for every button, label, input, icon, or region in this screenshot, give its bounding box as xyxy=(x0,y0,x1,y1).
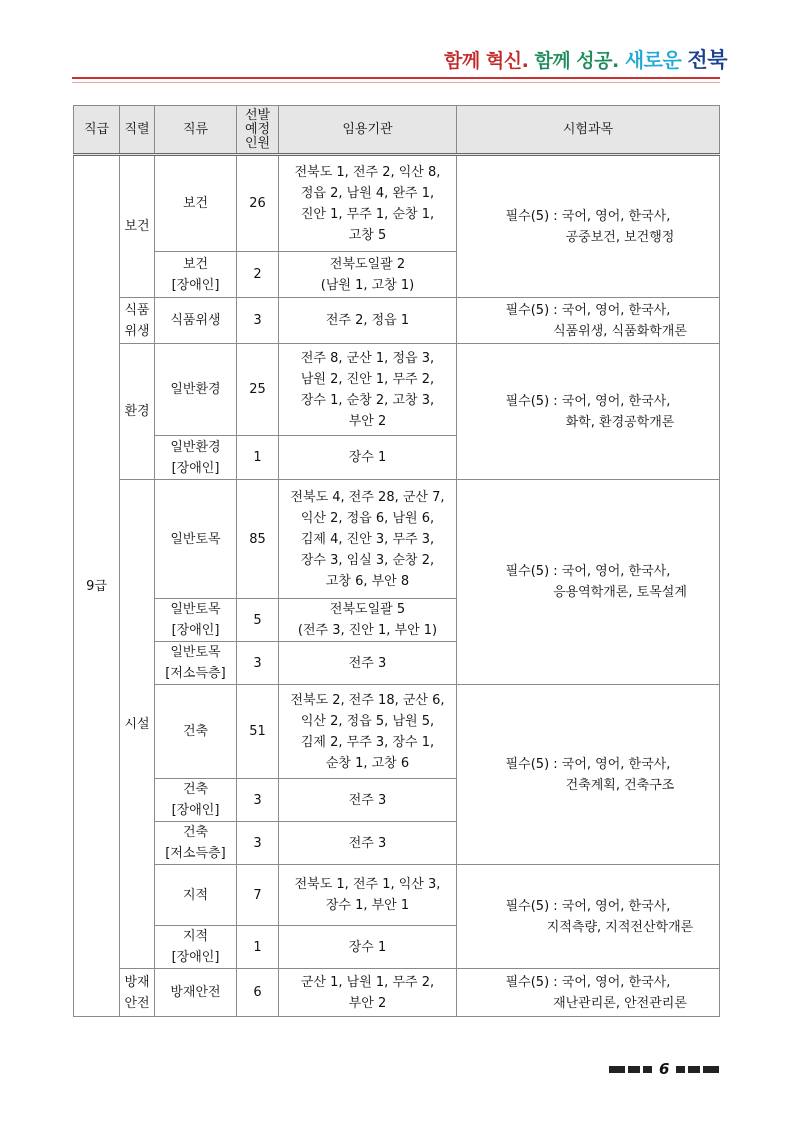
grade-cell: 9급 xyxy=(74,155,120,1017)
subject-prefix: 필수(5) : xyxy=(505,302,562,318)
type-cell: 건축 xyxy=(155,685,237,779)
subject-prefix: 필수(5) : xyxy=(505,208,562,224)
slogan-part: . xyxy=(521,50,535,72)
type-cell: 건축 [장애인] xyxy=(155,779,237,822)
subject-line1: 국어, 영어, 한국사, xyxy=(561,564,671,579)
subject-line2: 공중보건, 보건행정 xyxy=(565,229,675,245)
header-rule-thin xyxy=(72,82,720,83)
header-type: 직류 xyxy=(155,106,237,155)
table-row xyxy=(74,865,720,926)
subject-line1: 국어, 영어, 한국사, xyxy=(561,208,671,224)
org-cell: 장수 1 xyxy=(279,926,457,969)
table-row xyxy=(74,298,720,344)
subject-cell xyxy=(457,155,720,298)
org-cell: 군산 1, 남원 1, 무주 2, 부안 2 xyxy=(279,969,457,1017)
slogan-part: . xyxy=(611,50,625,72)
page-number-footer xyxy=(609,1060,722,1078)
count-cell: 25 xyxy=(237,344,279,436)
type-cell: 일반환경 [장애인] xyxy=(155,436,237,480)
footer-bar xyxy=(676,1066,685,1073)
count-cell: 5 xyxy=(237,599,279,642)
type-cell: 지적 xyxy=(155,865,237,926)
type-cell: 건축 [저소득층] xyxy=(155,822,237,865)
type-cell: 지적 [장애인] xyxy=(155,926,237,969)
count-cell: 85 xyxy=(237,480,279,599)
series-cell: 보건 xyxy=(120,155,155,298)
footer-bar xyxy=(628,1066,640,1073)
type-cell: 식품위생 xyxy=(155,298,237,344)
subject-prefix: 필수(5) : xyxy=(505,756,562,772)
org-cell: 전북도 1, 전주 2, 익산 8, 정읍 2, 남원 4, 완주 1, 진안 1, 무주 1, 순창 1, 고창 5 xyxy=(279,155,457,252)
subject-line1: 국어, 영어, 한국사, xyxy=(561,393,671,409)
slogan-part: 함께 xyxy=(534,50,577,72)
recruitment-table xyxy=(73,105,720,1017)
org-cell: 전북도 2, 전주 18, 군산 6, 익산 2, 정읍 5, 남원 5, 김제 2, 무주 3, 장수 1, 순창 1, 고창 6 xyxy=(279,685,457,779)
table-row xyxy=(74,480,720,599)
series-cell: 방재 안전 xyxy=(120,969,155,1017)
table-row xyxy=(74,344,720,436)
count-cell: 1 xyxy=(237,926,279,969)
org-cell: 전주 3 xyxy=(279,822,457,865)
count-cell: 7 xyxy=(237,865,279,926)
org-cell: 전주 2, 정읍 1 xyxy=(279,298,457,344)
org-cell: 장수 1 xyxy=(279,436,457,480)
slogan-part: 새로운 xyxy=(624,48,682,72)
slogan-part: 성공 xyxy=(576,50,612,72)
type-cell: 일반토목 [저소득층] xyxy=(155,642,237,685)
subject-cell xyxy=(457,344,720,480)
count-cell: 6 xyxy=(237,969,279,1017)
subject-line2: 식품위생, 식품화학개론 xyxy=(553,323,687,339)
count-cell: 3 xyxy=(237,822,279,865)
table-row xyxy=(74,969,720,1017)
footer-bar xyxy=(688,1066,700,1073)
table-row xyxy=(74,685,720,779)
count-cell: 3 xyxy=(237,779,279,822)
page-number: 6 xyxy=(659,1060,670,1078)
slogan-part: 혁신 xyxy=(485,50,522,72)
subject-prefix: 필수(5) : xyxy=(505,898,562,914)
series-cell: 시설 xyxy=(120,480,155,969)
subject-line1: 국어, 영어, 한국사, xyxy=(561,974,671,990)
subject-line2: 지적측량, 지적전산학개론 xyxy=(546,919,694,935)
slogan-part: 함께 xyxy=(444,50,486,72)
subject-line1: 국어, 영어, 한국사, xyxy=(561,302,671,318)
count-cell: 3 xyxy=(237,642,279,685)
series-cell: 식품 위생 xyxy=(120,298,155,344)
header-grade: 직급 xyxy=(74,106,120,155)
footer-bar xyxy=(643,1066,652,1073)
footer-bar xyxy=(609,1066,625,1073)
header-series: 직렬 xyxy=(120,106,155,155)
count-cell: 1 xyxy=(237,436,279,480)
subject-prefix: 필수(5) : xyxy=(505,393,562,409)
org-cell: 전북도 1, 전주 1, 익산 3, 장수 1, 부안 1 xyxy=(279,865,457,926)
header-count: 선발 예정 인원 xyxy=(237,106,279,155)
org-cell: 전주 8, 군산 1, 정읍 3, 남원 2, 진안 1, 무주 2, 장수 1, 순창 2, 고창 3, 부안 2 xyxy=(279,344,457,436)
footer-bar xyxy=(703,1066,719,1073)
org-cell: 전북도일괄 2 (남원 1, 고창 1) xyxy=(279,252,457,298)
org-cell: 전주 3 xyxy=(279,642,457,685)
type-cell: 보건 [장애인] xyxy=(155,252,237,298)
org-cell: 전북도 4, 전주 28, 군산 7, 익산 2, 정읍 6, 남원 6, 김제 4, 진안 3, 무주 3, 장수 3, 임실 3, 순창 2, 고창 6, 부안 8 xyxy=(279,480,457,599)
type-cell: 방재안전 xyxy=(155,969,237,1017)
subject-prefix: 필수(5) : xyxy=(505,974,562,990)
subject-cell xyxy=(457,865,720,969)
count-cell: 26 xyxy=(237,155,279,252)
header-slogan xyxy=(444,44,727,74)
count-cell: 51 xyxy=(237,685,279,779)
subject-line2: 화학, 환경공학개론 xyxy=(565,414,675,430)
slogan-part: 전북 xyxy=(687,48,727,72)
table-header-row xyxy=(74,106,720,155)
subject-cell xyxy=(457,685,720,865)
org-cell: 전주 3 xyxy=(279,779,457,822)
subject-cell xyxy=(457,298,720,344)
subject-prefix: 필수(5) : xyxy=(505,564,562,579)
header-org: 임용기관 xyxy=(279,106,457,155)
subject-line1: 국어, 영어, 한국사, xyxy=(561,898,671,914)
count-cell: 2 xyxy=(237,252,279,298)
type-cell: 보건 xyxy=(155,155,237,252)
subject-line2: 재난관리론, 안전관리론 xyxy=(553,995,687,1011)
type-cell: 일반토목 [장애인] xyxy=(155,599,237,642)
type-cell: 일반환경 xyxy=(155,344,237,436)
series-cell: 환경 xyxy=(120,344,155,480)
org-cell: 전북도일괄 5 (전주 3, 진안 1, 부안 1) xyxy=(279,599,457,642)
header-rule xyxy=(72,77,720,79)
subject-line2: 건축계획, 건축구조 xyxy=(565,777,675,793)
header-subject: 시험과목 xyxy=(457,106,720,155)
table-row xyxy=(74,155,720,252)
type-cell: 일반토목 xyxy=(155,480,237,599)
subject-cell xyxy=(457,480,720,685)
subject-line1: 국어, 영어, 한국사, xyxy=(561,756,671,772)
subject-line2: 응용역학개론, 토목설계 xyxy=(553,585,687,600)
count-cell: 3 xyxy=(237,298,279,344)
subject-cell xyxy=(457,969,720,1017)
